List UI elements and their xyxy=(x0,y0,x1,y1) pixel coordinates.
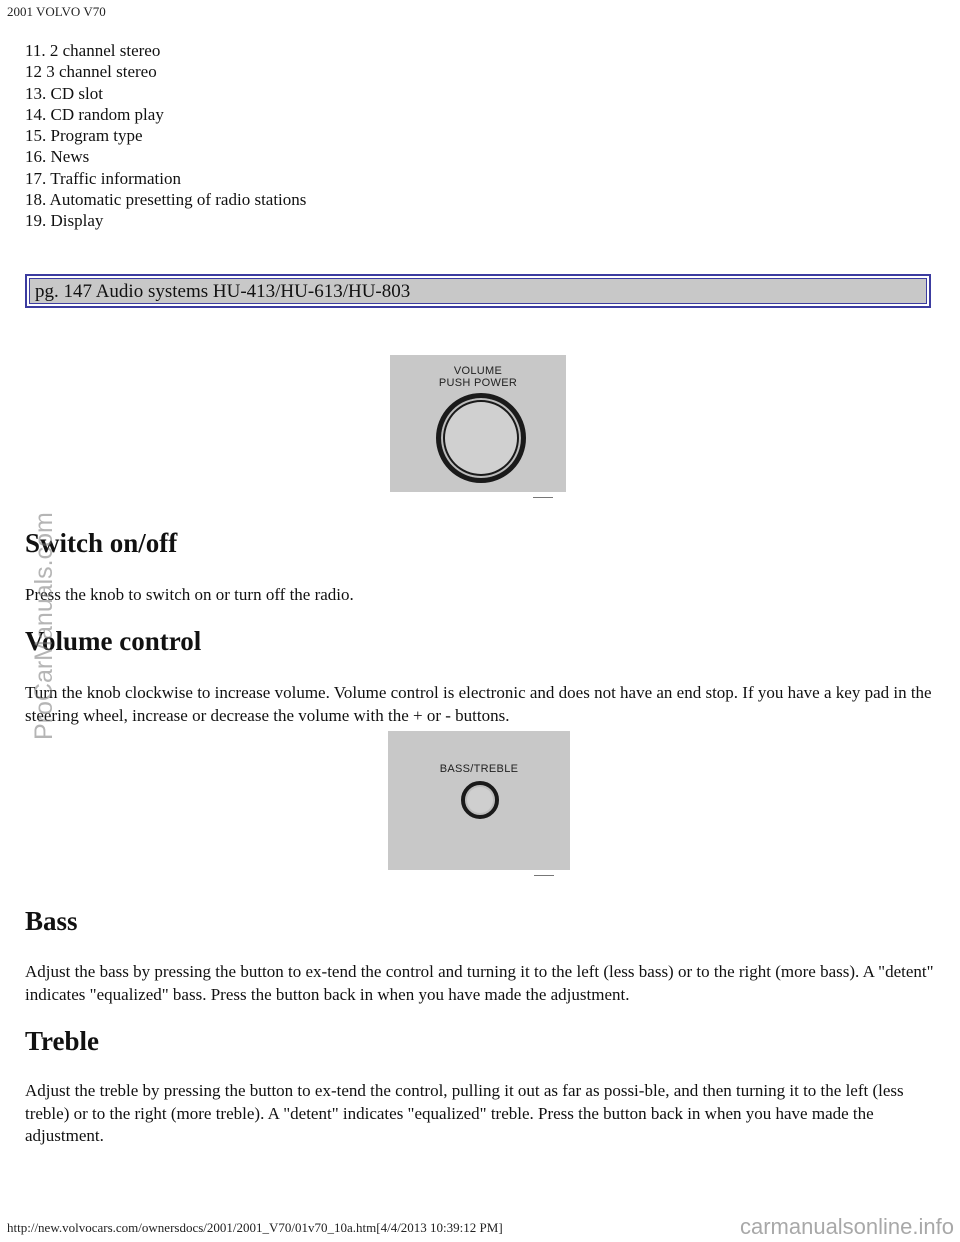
list-item: 18. Automatic presetting of radio stations xyxy=(25,190,307,210)
volume-text: Turn the knob clockwise to increase volume. Volume control is electronic and does not have an end stop. If you have a key pad in the steering wheel, increase or decrease the volume with the + or - buttons. xyxy=(25,683,932,725)
footer-watermark: carmanualsonline.info xyxy=(739,1214,954,1239)
treble-heading: Treble xyxy=(25,1026,99,1056)
list-item: 16. News xyxy=(25,147,90,167)
list-item: 11. 2 channel stereo xyxy=(25,41,161,60)
switch-heading: Switch on/off xyxy=(25,528,178,558)
list-item: 19. Display xyxy=(25,211,104,231)
section-title-bar xyxy=(25,274,931,308)
list-item: 13. CD slot xyxy=(25,83,103,103)
bass-treble-knob-icon xyxy=(461,781,499,819)
volume-label: VOLUME xyxy=(453,365,503,377)
list-item: 12 3 channel stereo xyxy=(25,62,157,82)
footer-url: http://new.volvocars.com/ownersdocs/2001/2001_V70/01v70_10a.htm[4/4/2013 10:39:12 PM] xyxy=(7,1220,503,1235)
component-list xyxy=(25,40,306,232)
page-header-title: 2001 VOLVO V70 xyxy=(7,4,106,19)
bass-heading: Bass xyxy=(25,906,78,936)
section-title: pg. 147 Audio systems HU-413/HU-613/HU-803 xyxy=(29,278,927,304)
list-item: 15. Program type xyxy=(25,126,143,146)
bass-treble-figure xyxy=(388,731,570,870)
bass-treble-label: BASS/TREBLE xyxy=(439,763,519,775)
list-item: 14. CD random play xyxy=(25,104,164,124)
list-item: 17. Traffic information xyxy=(25,168,181,188)
figure-mark xyxy=(534,875,554,876)
volume-knob-figure xyxy=(390,355,566,492)
push-power-label: PUSH POWER xyxy=(438,377,518,389)
side-watermark: ProCarManuals.com xyxy=(30,512,58,740)
switch-text: Press the knob to switch on or turn off the radio. xyxy=(25,585,354,604)
volume-heading: Volume control xyxy=(25,626,202,656)
figure-mark xyxy=(533,497,553,498)
volume-knob-icon xyxy=(436,393,526,483)
treble-text: Adjust the treble by pressing the button to ex-tend the control, pulling it out as far as possi-ble, and then turning it to the left (less treble) or to the right (more treble). A "detent" indicates "equalized" treble. Press the button back in when you have made the adjustment. xyxy=(25,1081,904,1145)
bass-text: Adjust the bass by pressing the button to ex-tend the control and turning it to the left (less bass) or to the right (more bass). A "detent" indicates "equalized" bass. Press the button back in when you have made the adjustment. xyxy=(25,962,934,1004)
